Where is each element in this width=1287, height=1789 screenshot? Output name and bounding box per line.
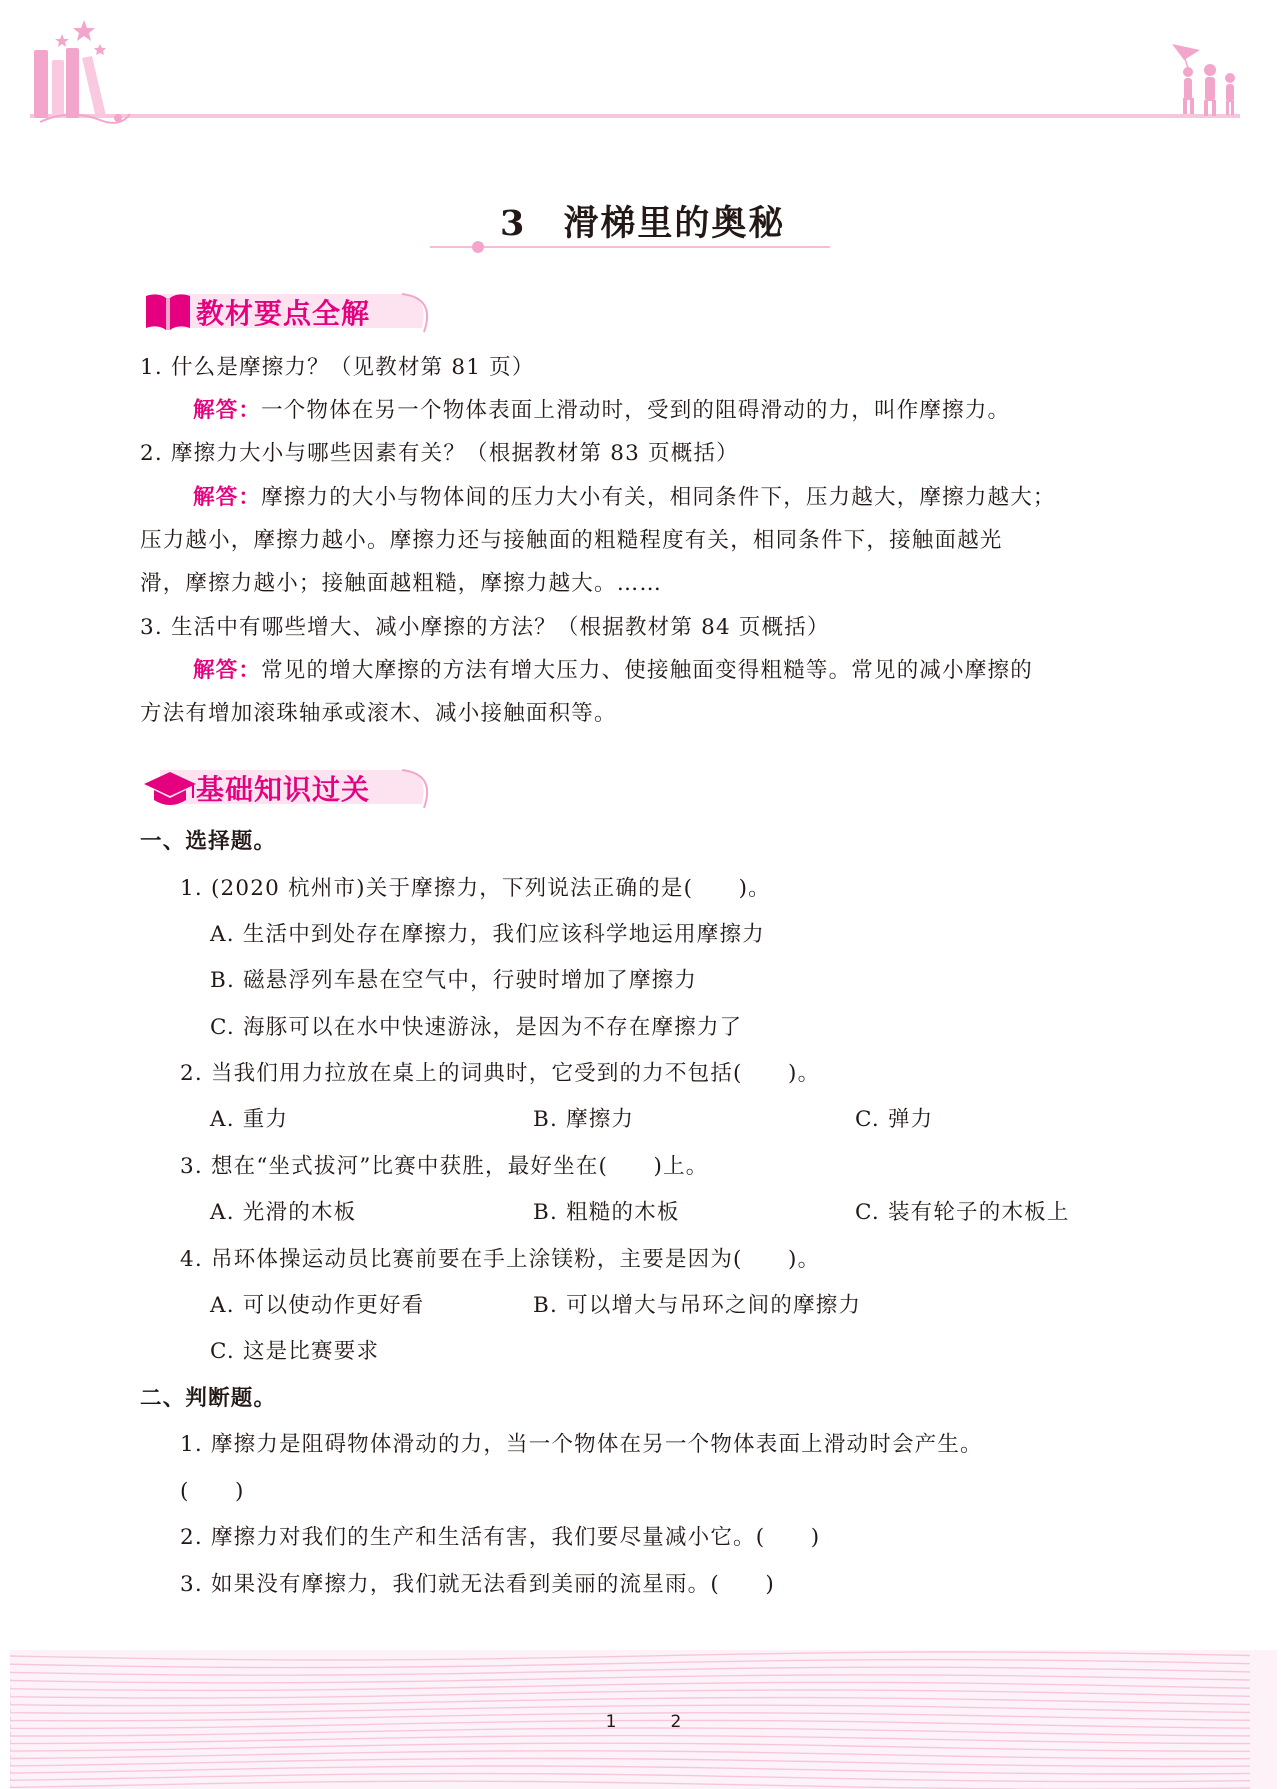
answer-3-line-1 (193, 656, 1033, 686)
section-label: 基础知识过关 (196, 773, 371, 806)
answer-1 (193, 396, 1010, 426)
page-title-block (430, 196, 830, 256)
choice-q2-option-a: A. 重力 (210, 1107, 289, 1132)
choice-q1-stem: 1. (2020 杭州市)关于摩擦力，下列说法正确的是( )。 (180, 876, 771, 901)
chapter-title: 滑梯里的奥秘 (563, 203, 786, 244)
answer-2-line-2: 压力越小，摩擦力越小。摩擦力还与接触面的粗糙程度有关，相同条件下，接触面越光 (140, 528, 1003, 553)
books-star-icon (34, 20, 130, 123)
chapter-number: 3 (500, 203, 527, 244)
answer-label: 解答： (193, 658, 262, 683)
open-book-icon (146, 294, 190, 330)
children-kite-icon (1172, 44, 1235, 116)
answer-2-line-3: 滑，摩擦力越小；接触面越粗糙，摩擦力越大。…… (140, 571, 663, 596)
choice-q1-option-a: A. 生活中到处存在摩擦力，我们应该科学地运用摩擦力 (210, 922, 765, 947)
judgment-q3: 3. 如果没有摩擦力，我们就无法看到美丽的流星雨。( ) (180, 1572, 775, 1597)
choice-q3-option-b: B. 粗糙的木板 (533, 1200, 680, 1225)
judgment-q1-paren: ( ) (180, 1479, 245, 1504)
answer-label: 解答： (193, 485, 262, 510)
judgment-q1: 1. 摩擦力是阻碍物体滑动的力，当一个物体在另一个物体表面上滑动时会产生。 (180, 1432, 983, 1457)
section-label: 教材要点全解 (196, 297, 371, 330)
choice-q1-option-c: C. 海豚可以在水中快速游泳，是因为不存在摩擦力了 (210, 1015, 743, 1040)
choice-q3-option-a: A. 光滑的木板 (210, 1200, 357, 1225)
question-2: 2. 摩擦力大小与哪些因素有关？（根据教材第 83 页概括） (140, 441, 739, 466)
choice-q2-option-b: B. 摩擦力 (533, 1107, 635, 1132)
choice-q4-option-a: A. 可以使动作更好看 (210, 1293, 425, 1318)
part-heading-judgment: 二、判断题。 (140, 1386, 277, 1411)
choice-q3-stem: 3. 想在“坐式拔河”比赛中获胜，最好坐在( )上。 (180, 1154, 709, 1179)
section-banner-key-points (140, 284, 440, 338)
section-banner-basic-knowledge (140, 760, 440, 814)
answer-3-line-2: 方法有增加滚珠轴承或滚木、减小接触面积等。 (140, 701, 617, 726)
page-title (500, 196, 785, 246)
question-1: 1. 什么是摩擦力？（见教材第 81 页） (140, 355, 535, 380)
answer-text: 常见的增大摩擦的方法有增大压力、使接触面变得粗糙等。常见的减小摩擦的 (261, 658, 1033, 683)
header-decoration (0, 0, 1287, 140)
choice-q1-option-b: B. 磁悬浮列车悬在空气中，行驶时增加了摩擦力 (210, 968, 698, 993)
choice-q2-option-c: C. 弹力 (855, 1107, 934, 1132)
answer-text: 一个物体在另一个物体表面上滑动时，受到的阻碍滑动的力，叫作摩擦力。 (261, 398, 1011, 423)
choice-q3-option-c: C. 装有轮子的木板上 (855, 1200, 1070, 1225)
part-heading-choice: 一、选择题。 (140, 829, 277, 854)
judgment-q2: 2. 摩擦力对我们的生产和生活有害，我们要尽量减小它。( ) (180, 1525, 821, 1550)
question-3: 3. 生活中有哪些增大、减小摩擦的方法？（根据教材第 84 页概括） (140, 615, 830, 640)
answer-label: 解答： (193, 398, 262, 423)
choice-q2-stem: 2. 当我们用力拉放在桌上的词典时，它受到的力不包括( )。 (180, 1061, 821, 1086)
answer-text: 摩擦力的大小与物体间的压力大小有关，相同条件下，压力越大，摩擦力越大； (261, 485, 1056, 510)
choice-q4-option-b: B. 可以增大与吊环之间的摩擦力 (533, 1293, 862, 1318)
answer-2-line-1 (193, 483, 1056, 513)
page-number: 12 (605, 1712, 736, 1732)
choice-q4-stem: 4. 吊环体操运动员比赛前要在手上涂镁粉，主要是因为( )。 (180, 1247, 821, 1272)
choice-q4-option-c: C. 这是比赛要求 (210, 1339, 380, 1364)
title-underline (430, 240, 830, 254)
